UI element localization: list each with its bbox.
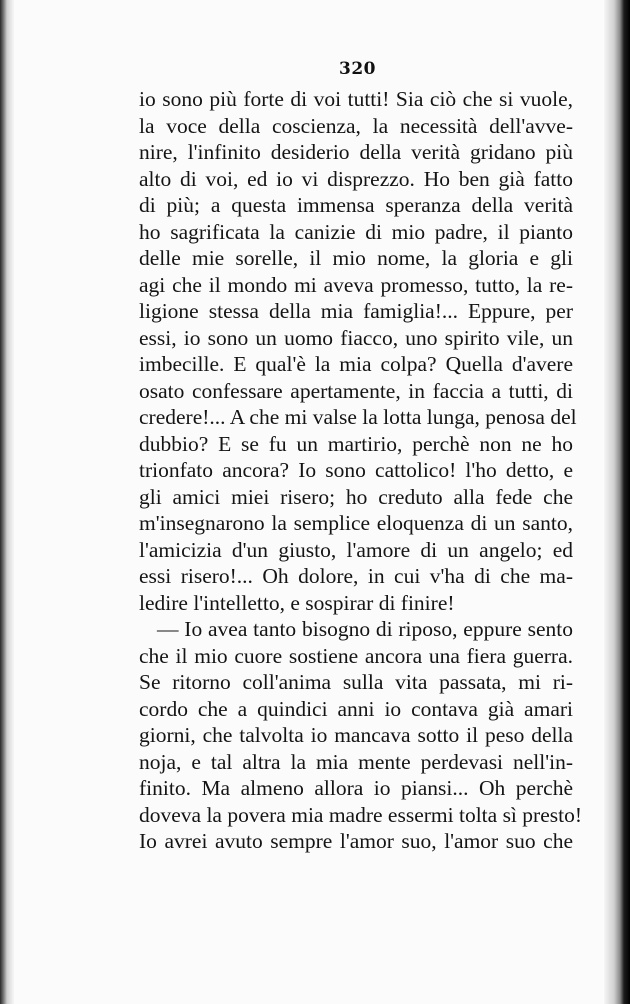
text-line: agi che il mondo mi aveva promesso, tutto, la re- xyxy=(139,272,573,297)
body-text xyxy=(139,86,582,855)
text-line: giorni, che talvolta io mancava sotto il peso della xyxy=(139,723,573,747)
text-line: nire, l'infinito desiderio della verità gridano più xyxy=(139,140,573,164)
paragraph-start-line: — Io avea tanto bisogno di riposo, eppure sento xyxy=(157,617,573,641)
page-edge-shadow xyxy=(604,0,630,1004)
text-line: noja, e tal altra la mia mente perdevasi nell'in- xyxy=(139,749,573,774)
text-line: Se ritorno coll'anima sulla vita passata, mi ri- xyxy=(139,670,573,694)
text-line: osato confessare apertamente, in faccia a tutti, di xyxy=(139,378,573,403)
text-line: l'amicizia d'un giusto, l'amore di un angelo; ed xyxy=(139,537,573,562)
page-gutter-shadow xyxy=(0,0,14,1004)
text-line: essi risero!... Oh dolore, in cui v'ha di che ma- xyxy=(139,564,573,588)
text-line: ho sagrificata la canizie di mio padre, il pianto xyxy=(139,219,573,244)
text-line: finito. Ma almeno allora io piansi... Oh perchè xyxy=(139,776,573,800)
text-line: alto di voi, ed io vi disprezzo. Ho ben già fatto xyxy=(139,166,573,191)
text-line: cordo che a quindici anni io contava già amari xyxy=(139,696,573,721)
text-line: Io avrei avuto sempre l'amor suo, l'amor suo che xyxy=(139,829,573,853)
text-line: trionfato ancora? Io sono cattolico! l'ho detto, e xyxy=(139,458,573,482)
text-line: gli amici miei risero; ho creduto alla fede che xyxy=(139,484,573,509)
text-line: m'insegnarono la semplice eloquenza di un santo, xyxy=(139,511,573,535)
text-line: essi, io sono un uomo fiacco, uno spirito vile, un xyxy=(139,325,573,350)
text-line: ligione stessa della mia famiglia!... Eppure, per xyxy=(139,299,573,323)
text-line: io sono più forte di voi tutti! Sia ciò che si vuole, xyxy=(139,87,573,111)
text-line: doveva la povera mia madre essermi tolta sì presto! xyxy=(139,802,582,827)
text-line: credere!... A che mi valse la lotta lunga, penosa del xyxy=(139,405,577,429)
text-line: dubbio? E se fu un martirio, perchè non ne ho xyxy=(139,431,573,456)
text-line: la voce della coscienza, la necessità dell'avve- xyxy=(139,113,573,138)
page-number: 320 xyxy=(339,59,376,79)
text-line: imbecille. E qual'è la mia colpa? Quella d'avere xyxy=(139,352,573,376)
text-line: ledire l'intelletto, e sospirar di finire! xyxy=(139,590,455,615)
text-line: di più; a questa immensa speranza della verità xyxy=(139,193,573,217)
text-line: delle mie sorelle, il mio nome, la gloria e gli xyxy=(139,246,573,270)
text-line: che il mio cuore sostiene ancora una fiera guerra. xyxy=(139,643,573,668)
